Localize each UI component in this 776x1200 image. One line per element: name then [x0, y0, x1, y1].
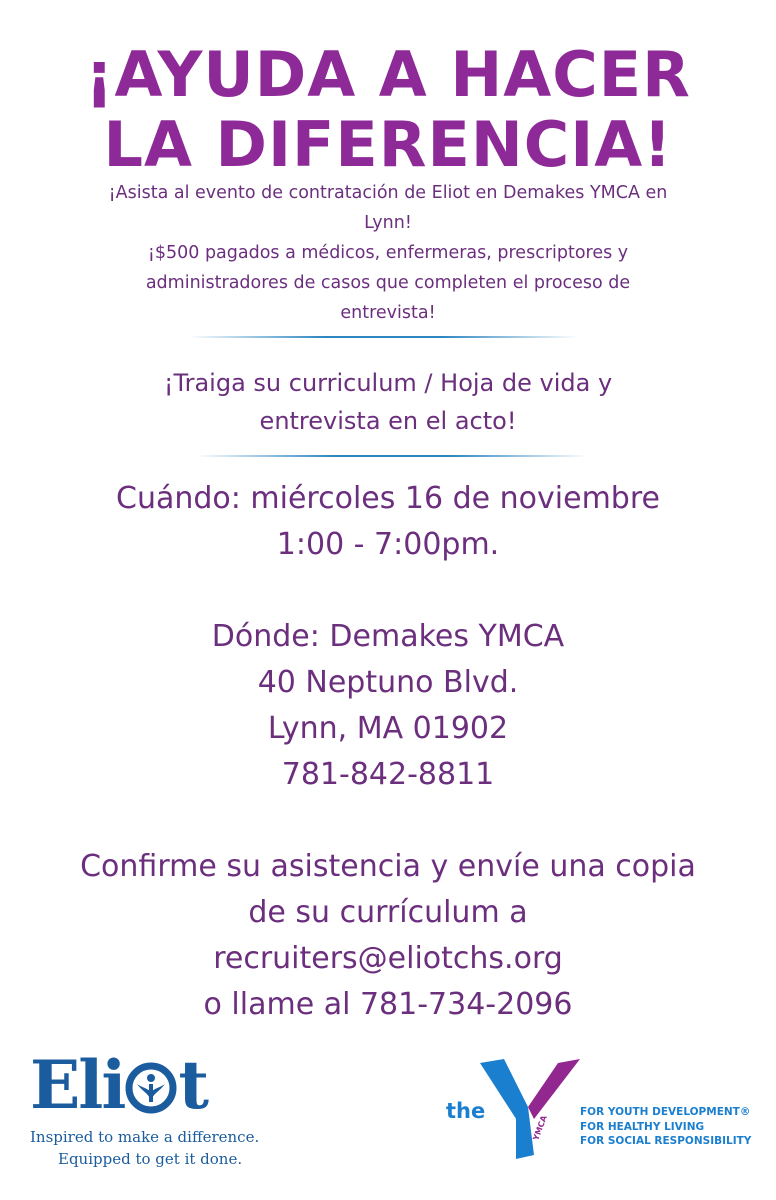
- ymca-logo: [440, 1055, 760, 1165]
- rsvp-email: recruiters@eliotchs.org: [213, 941, 563, 976]
- headline-line-2: LA DIFERENCIA!: [103, 108, 673, 181]
- headline-line-1: ¡AYUDA A HACER: [85, 38, 691, 111]
- intro-line-3: ¡$500 pagados a médicos, enfermeras, prescriptores y: [147, 243, 629, 263]
- eliot-tagline: [30, 1126, 290, 1170]
- intro-line-2: Lynn!: [364, 213, 412, 233]
- ymca-tagline-1: FOR YOUTH DEVELOPMENT®: [580, 1106, 751, 1118]
- eliot-letters-eli: Eli: [30, 1046, 125, 1124]
- eliot-tagline-2: Equipped to get it done.: [58, 1150, 243, 1168]
- intro-line-1: ¡Asista al evento de contratación de Eliot en Demakes YMCA en: [108, 183, 668, 203]
- intro-text: [0, 178, 776, 328]
- when-time: 1:00 - 7:00pm.: [276, 527, 500, 562]
- where-venue: Dónde: Demakes YMCA: [211, 619, 565, 654]
- resume-line-2: entrevista en el acto!: [259, 407, 517, 435]
- rsvp-line-1: Confirme su asistencia y envíe una copia: [80, 849, 696, 884]
- ymca-tagline-2: FOR HEALTHY LIVING: [580, 1120, 705, 1133]
- where-phone: 781-842-8811: [281, 757, 495, 792]
- eliot-person-o-icon: [125, 1062, 177, 1114]
- ymca-the: the: [446, 1099, 486, 1123]
- ymca-taglines: [580, 1105, 751, 1149]
- rsvp-line-2: de su currículum a: [248, 895, 528, 930]
- divider-bottom: [196, 455, 588, 457]
- intro-line-4: administradores de casos que completen el proceso de: [145, 273, 631, 293]
- when-block: [0, 476, 776, 568]
- resume-text: [0, 364, 776, 440]
- eliot-wordmark: [30, 1048, 290, 1122]
- ymca-y-text: YMCA: [531, 1114, 549, 1142]
- where-city: Lynn, MA 01902: [267, 711, 509, 746]
- divider-top: [188, 336, 578, 338]
- when-date: Cuándo: miércoles 16 de noviembre: [116, 481, 660, 516]
- where-block: [0, 614, 776, 798]
- rsvp-block: [0, 844, 776, 1028]
- ymca-tagline-3: FOR SOCIAL RESPONSIBILITY: [580, 1135, 752, 1147]
- eliot-letter-t: t: [178, 1046, 207, 1124]
- resume-line-1: ¡Traiga su curriculum / Hoja de vida y: [163, 369, 613, 397]
- rsvp-phone: o llame al 781-734-2096: [203, 987, 573, 1022]
- where-street: 40 Neptuno Blvd.: [257, 665, 519, 700]
- eliot-tagline-1: Inspired to make a difference.: [30, 1128, 260, 1146]
- intro-line-5: entrevista!: [340, 303, 436, 323]
- headline: [0, 40, 776, 180]
- ymca-y-icon: [476, 1055, 580, 1161]
- eliot-logo: [30, 1048, 290, 1170]
